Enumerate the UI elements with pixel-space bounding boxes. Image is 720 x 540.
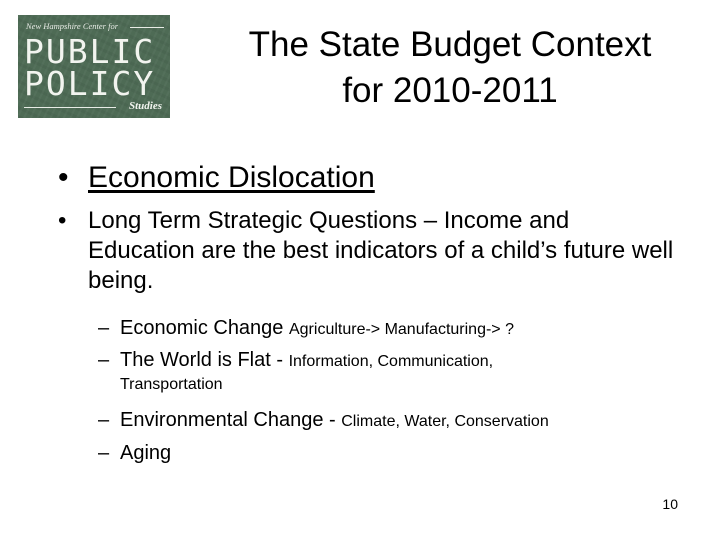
dash-marker: –	[98, 409, 110, 431]
slide-title	[195, 22, 705, 114]
logo-nh-public-policy	[18, 15, 170, 118]
bullet-long-term-questions	[58, 206, 678, 296]
subitem-world-is-flat-continuation: Transportation	[120, 376, 223, 393]
logo-tagline-rule	[130, 27, 164, 28]
logo-tagline: New Hampshire Center for	[26, 21, 119, 31]
logo-word-studies: Studies	[128, 100, 162, 112]
bullet-marker: •	[58, 161, 69, 194]
bullet-marker: •	[58, 207, 67, 234]
dash-marker: –	[98, 442, 110, 464]
dash-marker: –	[98, 349, 110, 371]
subitem-aging	[98, 441, 171, 465]
slide-title-line2: for 2010-2011	[342, 71, 558, 110]
subitem-lead: Environmental Change -	[120, 409, 342, 431]
bullet-main-text: Economic Dislocation	[88, 161, 375, 194]
bullet-economic-dislocation	[58, 160, 375, 196]
subitem-detail: Agriculture-> Manufacturing-> ?	[288, 321, 514, 338]
subitem-detail: Climate, Water, Conservation	[341, 413, 549, 430]
logo-word-policy: POLICY	[24, 64, 156, 103]
subitem-environmental-change	[98, 408, 549, 434]
subitem-world-is-flat	[98, 348, 493, 374]
bullet-secondary-text: Long Term Strategic Questions – Income and Education are the best indicators of a child’s future well being.	[88, 207, 674, 294]
subitem-lead: The World is Flat -	[120, 349, 289, 371]
subitem-detail: Information, Communication,	[288, 353, 494, 370]
subitem-economic-change	[98, 316, 514, 342]
logo-word-public: PUBLIC	[24, 32, 156, 71]
subitem-lead: Economic Change	[120, 317, 289, 339]
dash-marker: –	[98, 317, 110, 339]
logo-bottom-rule	[24, 107, 116, 108]
slide-title-line1: The State Budget Context	[248, 25, 652, 64]
subitem-lead: Aging	[120, 442, 172, 464]
page-number: 10	[662, 496, 678, 512]
